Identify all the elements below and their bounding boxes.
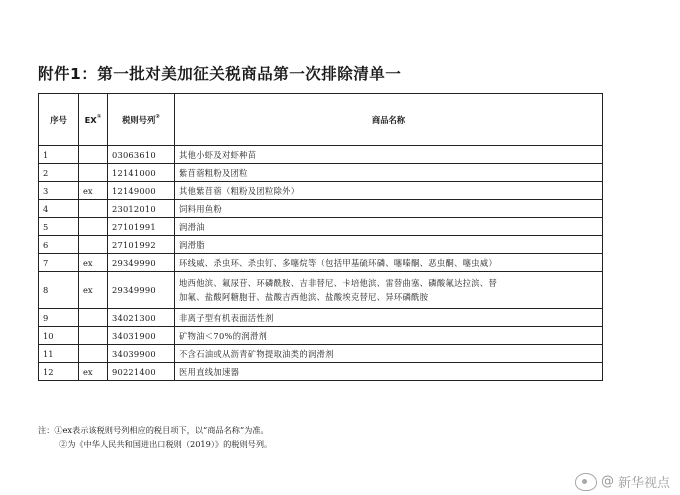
row-ex: ex xyxy=(79,254,108,272)
table-row xyxy=(39,345,603,363)
row-seq: 4 xyxy=(39,200,79,218)
row-tariff-code: 27101991 xyxy=(108,218,175,236)
weibo-logo-icon xyxy=(575,473,597,491)
row-product-name xyxy=(175,236,603,254)
product-name-line: 地西他滨、氟尿苷、环磷酰胺、吉非替尼、卡培他滨、雷替曲塞、磷酸氟达拉滨、替 xyxy=(179,278,498,288)
row-ex xyxy=(79,309,108,327)
row-ex: ex xyxy=(79,182,108,200)
row-ex xyxy=(79,218,108,236)
row-ex xyxy=(79,345,108,363)
row-product-name xyxy=(175,327,603,345)
row-tariff-code: 29349990 xyxy=(108,272,175,309)
table-row xyxy=(39,146,603,164)
footnotes xyxy=(38,423,272,451)
table-row xyxy=(39,327,603,345)
header-ex-note-mark: ① xyxy=(96,114,102,120)
header-ex: EX① xyxy=(79,94,108,146)
product-name-line: 润滑油 xyxy=(179,221,205,232)
row-seq: 12 xyxy=(39,363,79,381)
row-tariff-code: 23012010 xyxy=(108,200,175,218)
product-name-line: 其他紫苜蓿（粗粉及团粒除外） xyxy=(179,185,300,196)
row-ex xyxy=(79,146,108,164)
row-seq: 2 xyxy=(39,164,79,182)
product-name-line: 紫苜蓿粗粉及团粒 xyxy=(179,167,248,178)
footnote-2: ②为《中华人民共和国进出口税则（2019）》的税则号列。 xyxy=(59,439,273,449)
product-name-line: 其他小虾及对虾种苗 xyxy=(179,149,257,160)
watermark xyxy=(575,472,670,491)
row-tariff-code: 27101992 xyxy=(108,236,175,254)
product-name-line: 饲料用鱼粉 xyxy=(179,203,222,214)
header-tariff-code: 税则号列② xyxy=(108,94,175,146)
row-tariff-code: 12149000 xyxy=(108,182,175,200)
table-row xyxy=(39,254,603,272)
row-product-name xyxy=(175,272,603,309)
row-product-name xyxy=(175,254,603,272)
row-tariff-code: 29349990 xyxy=(108,254,175,272)
product-name-line: 润滑脂 xyxy=(179,239,205,250)
row-ex xyxy=(79,200,108,218)
product-name-line: 医用直线加速器 xyxy=(179,366,240,377)
table-row xyxy=(39,164,603,182)
row-seq: 10 xyxy=(39,327,79,345)
table-row xyxy=(39,218,603,236)
header-product-name: 商品名称 xyxy=(175,94,603,146)
row-tariff-code: 03063610 xyxy=(108,146,175,164)
table-row xyxy=(39,309,603,327)
table-row xyxy=(39,272,603,309)
row-seq: 5 xyxy=(39,218,79,236)
row-seq: 1 xyxy=(39,146,79,164)
row-seq: 7 xyxy=(39,254,79,272)
watermark-text: 新华视点 xyxy=(617,476,670,491)
row-tariff-code: 12141000 xyxy=(108,164,175,182)
table-header-row xyxy=(39,94,603,146)
row-seq: 8 xyxy=(39,272,79,309)
watermark-at: @ xyxy=(600,474,614,489)
product-name-line: 不含石油或从沥青矿物提取油类的润滑剂 xyxy=(179,348,334,359)
row-seq: 3 xyxy=(39,182,79,200)
row-seq: 11 xyxy=(39,345,79,363)
row-tariff-code: 34039900 xyxy=(108,345,175,363)
header-seq: 序号 xyxy=(39,94,79,146)
row-seq: 9 xyxy=(39,309,79,327)
row-product-name xyxy=(175,218,603,236)
row-product-name xyxy=(175,182,603,200)
table-row xyxy=(39,363,603,381)
product-name-line: 环线威、杀虫环、杀虫钉、多噻烷等（包括甲基硫环磷、噻嗪酮、恶虫酮、噻虫威） xyxy=(179,257,498,268)
row-ex: ex xyxy=(79,272,108,309)
row-ex xyxy=(79,236,108,254)
row-product-name xyxy=(175,146,603,164)
product-name-line: 矿物油＜70%的润滑剂 xyxy=(179,330,268,341)
row-ex xyxy=(79,164,108,182)
row-ex: ex xyxy=(79,363,108,381)
row-product-name xyxy=(175,363,603,381)
product-name-line: 非离子型有机表面活性剂 xyxy=(179,312,274,323)
row-tariff-code: 34021300 xyxy=(108,309,175,327)
footnote-1: 注：①ex表示该税则号列相应的税目项下，以“商品名称”为准。 xyxy=(38,425,269,435)
table-row xyxy=(39,200,603,218)
row-product-name xyxy=(175,200,603,218)
exclusion-list-table xyxy=(38,93,603,381)
row-ex xyxy=(79,327,108,345)
document-title: 附件1：第一批对美加征关税商品第一次排除清单一 xyxy=(38,65,402,83)
row-product-name xyxy=(175,164,603,182)
row-tariff-code: 90221400 xyxy=(108,363,175,381)
product-name-line: 加氟、盐酸阿糖胞苷、盐酸吉西他滨、盐酸埃克替尼、异环磷酰胺 xyxy=(179,292,429,302)
row-product-name xyxy=(175,309,603,327)
row-seq: 6 xyxy=(39,236,79,254)
table-row xyxy=(39,182,603,200)
row-product-name xyxy=(175,345,603,363)
row-tariff-code: 34031900 xyxy=(108,327,175,345)
table-row xyxy=(39,236,603,254)
header-code-note-mark: ② xyxy=(155,113,160,120)
